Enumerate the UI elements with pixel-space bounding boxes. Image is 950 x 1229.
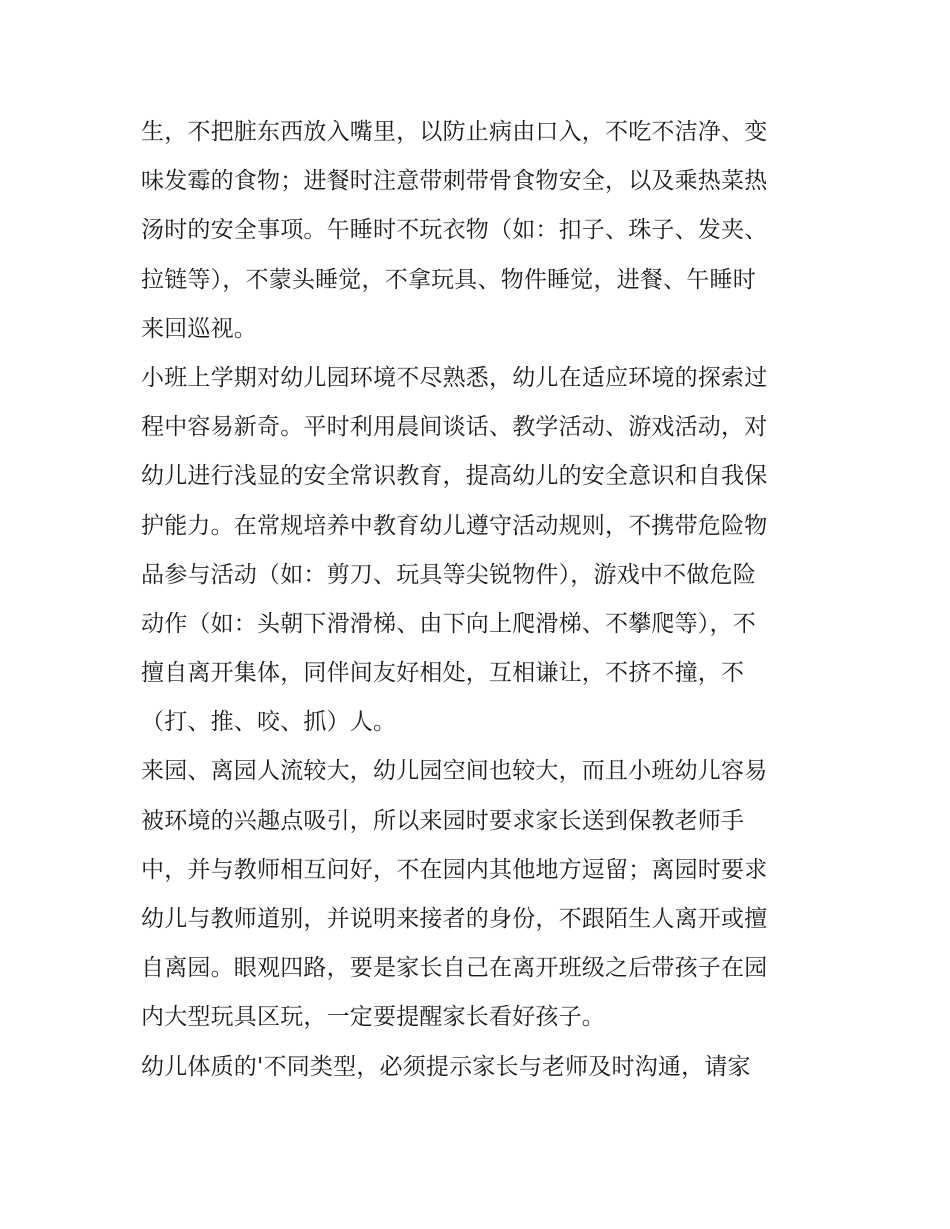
text-line: 内大型玩具区玩，一定要提醒家长看好孩子。 bbox=[141, 1004, 605, 1031]
text-line: 小班上学期对幼儿园环境不尽熟悉，幼儿在适应环境的探索过 bbox=[141, 364, 768, 391]
text-line: 幼儿与教师道别，并说明来接者的身份，不跟陌生人离开或擅 bbox=[141, 906, 768, 932]
paragraph-constitution bbox=[141, 1043, 821, 1092]
text-line: 擅自离开集体，同伴间友好相处，互相谦让，不挤不撞，不 bbox=[141, 660, 745, 687]
text-line: 中，并与教师相互问好，不在园内其他地方逗留；离园时要求 bbox=[141, 856, 768, 883]
text-line: 幼儿进行浅显的安全常识教育，提高幼儿的安全意识和自我保 bbox=[141, 463, 768, 490]
paragraph-safety-education bbox=[141, 354, 821, 748]
text-line: 来回巡视。 bbox=[141, 315, 257, 342]
paragraph-hygiene-safety bbox=[141, 108, 821, 354]
text-line: 味发霉的食物；进餐时注意带刺带骨食物安全，以及乘热菜热 bbox=[141, 168, 768, 195]
text-line: 被环境的兴趣点吸引，所以来园时要求家长送到保教老师手 bbox=[141, 807, 745, 834]
text-line: 品参与活动（如：剪刀、玩具等尖锐物件），游戏中不做危险 bbox=[141, 561, 756, 588]
text-line: 拉链等），不蒙头睡觉，不拿玩具、物件睡觉，进餐、午睡时 bbox=[141, 266, 756, 293]
paragraph-arrival-departure bbox=[141, 747, 821, 1042]
document-body bbox=[141, 108, 821, 1092]
text-line: 幼儿体质的'不同类型，必须提示家长与老师及时沟通，请家 bbox=[141, 1053, 751, 1080]
text-line: 生，不把脏东西放入嘴里，以防止病由口入，不吃不洁净、变 bbox=[141, 119, 768, 145]
text-line: （打、推、咬、抓）人。 bbox=[141, 709, 397, 736]
text-line: 程中容易新奇。平时利用晨间谈话、教学活动、游戏活动，对 bbox=[141, 414, 768, 441]
text-line: 护能力。在常规培养中教育幼儿遵守活动规则，不携带危险物 bbox=[141, 512, 768, 539]
text-line: 动作（如：头朝下滑滑梯、由下向上爬滑梯、不攀爬等），不 bbox=[141, 610, 756, 637]
text-line: 自离园。眼观四路，要是家长自己在离开班级之后带孩子在园 bbox=[141, 955, 768, 982]
text-line: 汤时的安全事项。午睡时不玩衣物（如：扣子、珠子、发夹、 bbox=[141, 217, 768, 244]
text-line: 来园、离园人流较大，幼儿园空间也较大，而且小班幼儿容易 bbox=[141, 758, 768, 785]
